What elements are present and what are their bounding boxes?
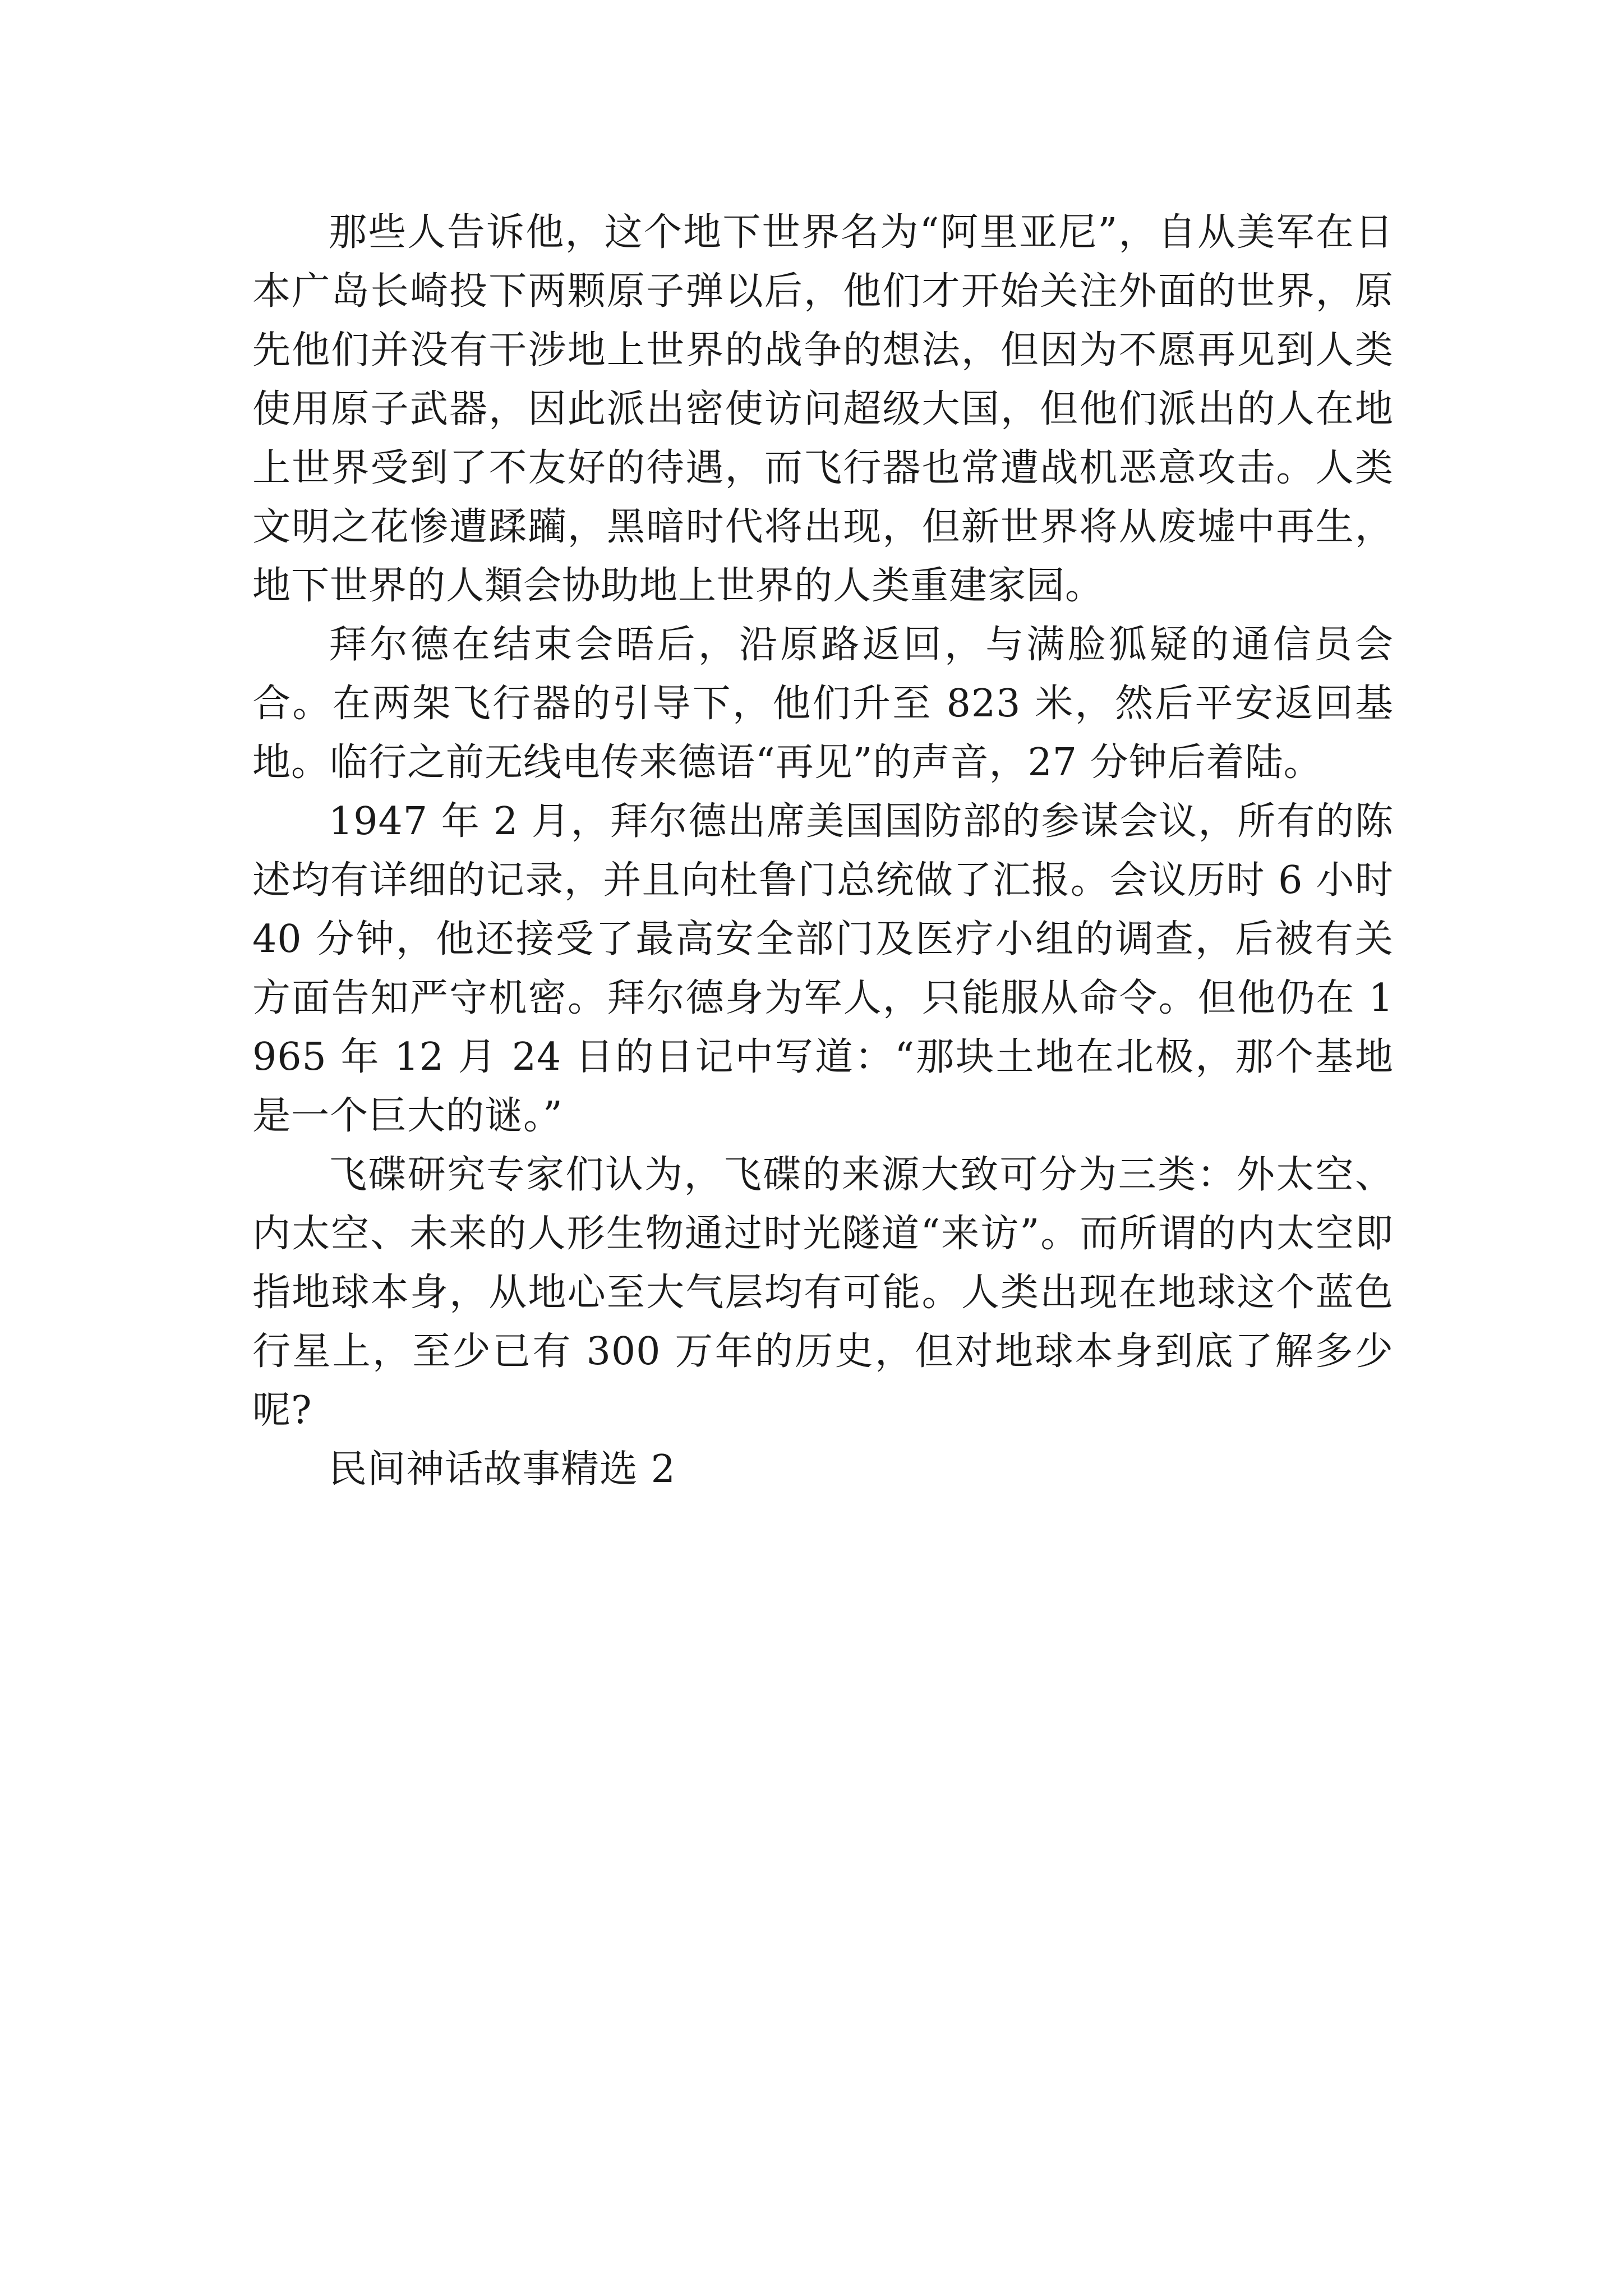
paragraph-1: 那些人告诉他，这个地下世界名为“阿里亚尼”，自从美军在日本广岛长崎投下两颗原子弹以后，他们才开始关注外面的世界，原先他们并没有干涉地上世界的战争的想法，但因为不愿再见到人类使用原子武器，因此派出密使访问超级大国，但他们派出的人在地上世界受到了不友好的待遇，而飞行器也常遭战机恶意攻击。人类文明之花惨遭蹂躏，黑暗时代将出现，但新世界将从废墟中再生，地下世界的人類会协助地上世界的人类重建家园。 <box>252 210 1394 608</box>
paragraph-3: 1947 年 2 月，拜尔德出席美国国防部的参谋会议，所有的陈述均有详细的记录，并且向杜鲁门总统做了汇报。会议历时 6 小时 40 分钟，他还接受了最高安全部门及医疗小组的调查，后被有关方面告知严守机密。拜尔德身为军人，只能服从命令。但他仍在 1965 年 12 月 24 日的日记中写道：“那块土地在北极，那个基地是一个巨大的谜。” <box>252 799 1394 1138</box>
paragraph-2: 拜尔德在结束会晤后，沿原路返回，与满脸狐疑的通信员会合。在两架飞行器的引导下，他们升至 823 米，然后平安返回基地。临行之前无线电传来德语“再见”的声音，27 分钟后着陆。 <box>252 623 1394 785</box>
paragraph-4: 飞碟研究专家们认为，飞碟的来源大致可分为三类：外太空、内太空、未来的人形生物通过时光隧道“来访”。而所谓的内太空即指地球本身，从地心至大气层均有可能。人类出现在地球这个蓝色行星上，至少已有 300 万年的历史，但对地球本身到底了解多少呢? <box>252 1153 1394 1433</box>
body-text <box>252 203 1394 1499</box>
section-title: 民间神话故事精选 2 <box>329 1447 676 1492</box>
